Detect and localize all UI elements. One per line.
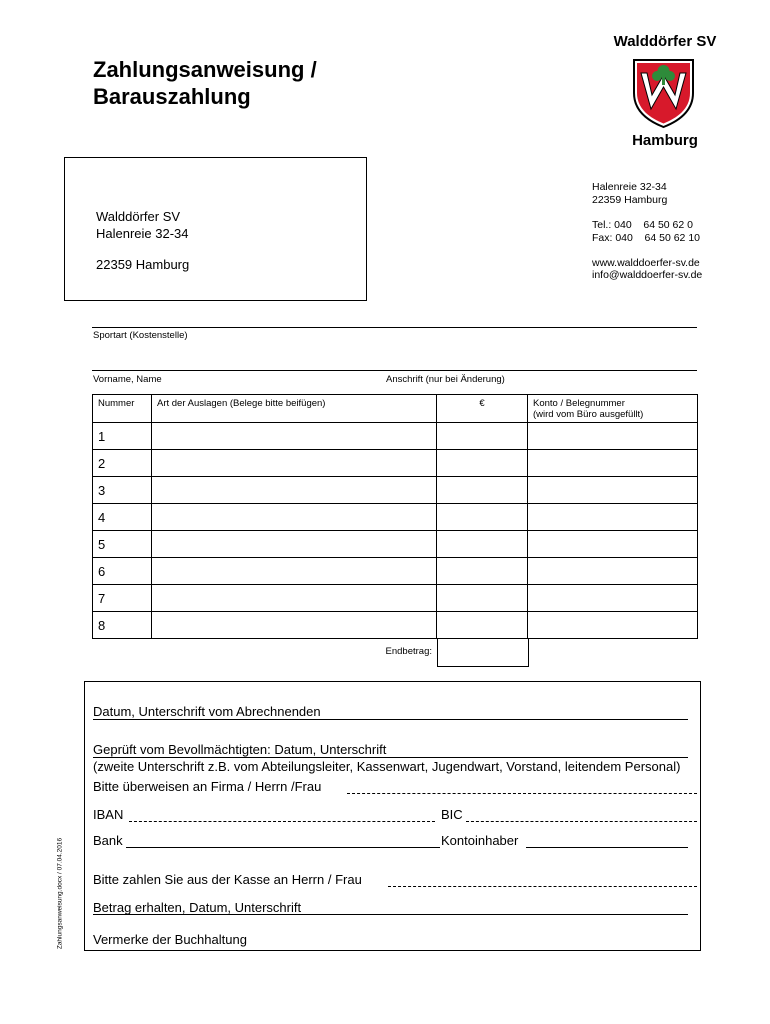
table-row — [93, 477, 698, 504]
euro-cell[interactable] — [437, 423, 528, 450]
bank-label: Bank — [93, 833, 123, 848]
euro-cell[interactable] — [437, 477, 528, 504]
konto-cell[interactable] — [528, 612, 698, 639]
row-number: 5 — [93, 531, 152, 558]
euro-cell[interactable] — [437, 558, 528, 585]
art-cell[interactable] — [152, 612, 437, 639]
col-konto-header — [528, 395, 698, 423]
vermerke-label: Vermerke der Buchhaltung — [93, 932, 247, 947]
page-title — [93, 56, 317, 110]
iban-label: IBAN — [93, 807, 124, 822]
konto-cell[interactable] — [528, 558, 698, 585]
konto-cell[interactable] — [528, 504, 698, 531]
ueberweisen-label: Bitte überweisen an Firma / Herrn /Frau — [93, 779, 322, 794]
euro-cell[interactable] — [437, 585, 528, 612]
contact-email: info@walddoerfer-sv.de — [592, 269, 703, 281]
sportart-line[interactable] — [92, 327, 697, 328]
col-konto-header-line1: Konto / Belegnummer — [533, 398, 625, 409]
table-row — [93, 504, 698, 531]
bic-label: BIC — [441, 807, 463, 822]
col-euro-header: € — [437, 395, 528, 423]
geprueft-note: (zweite Unterschrift z.B. vom Abteilungsleiter, Kassenwart, Jugendwart, Vorstand, leitendem Personal) — [93, 759, 681, 774]
row-number: 4 — [93, 504, 152, 531]
art-cell[interactable] — [152, 504, 437, 531]
konto-cell[interactable] — [528, 423, 698, 450]
art-cell[interactable] — [152, 450, 437, 477]
datum-abrechnenden-line[interactable] — [93, 719, 688, 720]
art-cell[interactable] — [152, 423, 437, 450]
title-line-1: Zahlungsanweisung / — [93, 57, 317, 82]
table-row — [93, 423, 698, 450]
row-number: 6 — [93, 558, 152, 585]
konto-cell[interactable] — [528, 450, 698, 477]
euro-cell[interactable] — [437, 531, 528, 558]
club-city: Hamburg — [632, 132, 698, 149]
contact-street: Halenreie 32-34 — [592, 181, 667, 193]
table-row — [93, 558, 698, 585]
footer-filename: Zahlungsanweisung.docx / 07.04.2016 — [56, 837, 64, 950]
name-line[interactable] — [92, 370, 697, 371]
name-label: Vorname, Name — [93, 374, 162, 385]
bank-field[interactable] — [126, 847, 440, 848]
address-line-2: Halenreie 32-34 — [96, 226, 189, 241]
kasse-field[interactable] — [388, 886, 697, 887]
betrag-erhalten-line[interactable] — [93, 914, 688, 915]
table-row — [93, 450, 698, 477]
club-name: Walddörfer SV — [613, 33, 717, 50]
ueberweisen-field[interactable] — [347, 793, 697, 794]
table-row — [93, 531, 698, 558]
title-line-2: Barauszahlung — [93, 84, 251, 109]
endbetrag-label: Endbetrag: — [385, 646, 432, 657]
col-art-header: Art der Auslagen (Belege bitte beifügen) — [152, 395, 437, 423]
kasse-label: Bitte zahlen Sie aus der Kasse an Herrn / Frau — [93, 872, 362, 887]
row-number: 3 — [93, 477, 152, 504]
betrag-erhalten-label: Betrag erhalten, Datum, Unterschrift — [93, 900, 302, 915]
row-number: 1 — [93, 423, 152, 450]
iban-field[interactable] — [129, 821, 435, 822]
konto-cell[interactable] — [528, 531, 698, 558]
contact-web: www.walddoerfer-sv.de — [592, 257, 700, 269]
table-header-row — [93, 395, 698, 423]
kontoinhaber-label: Kontoinhaber — [441, 833, 519, 848]
table-row — [93, 585, 698, 612]
address-line-3: 22359 Hamburg — [96, 257, 190, 272]
row-number: 7 — [93, 585, 152, 612]
euro-cell[interactable] — [437, 612, 528, 639]
signature-section — [84, 681, 701, 951]
art-cell[interactable] — [152, 558, 437, 585]
sportart-label: Sportart (Kostenstelle) — [93, 330, 188, 341]
konto-cell[interactable] — [528, 477, 698, 504]
anschrift-label: Anschrift (nur bei Änderung) — [386, 374, 505, 385]
contact-fax: Fax: 040 64 50 62 10 — [592, 232, 700, 244]
contact-tel: Tel.: 040 64 50 62 0 — [592, 219, 693, 231]
bic-field[interactable] — [466, 821, 697, 822]
table-row — [93, 612, 698, 639]
geprueft-label: Geprüft vom Bevollmächtigten: Datum, Unterschrift — [93, 742, 387, 757]
art-cell[interactable] — [152, 531, 437, 558]
row-number: 8 — [93, 612, 152, 639]
datum-abrechnenden-label: Datum, Unterschrift vom Abrechnenden — [93, 704, 321, 719]
endbetrag-field[interactable] — [437, 638, 529, 667]
address-line-1: Walddörfer SV — [96, 209, 181, 224]
row-number: 2 — [93, 450, 152, 477]
euro-cell[interactable] — [437, 450, 528, 477]
club-crest-logo — [631, 57, 696, 129]
art-cell[interactable] — [152, 585, 437, 612]
col-konto-header-line2: (wird vom Büro ausgefüllt) — [533, 409, 644, 420]
euro-cell[interactable] — [437, 504, 528, 531]
address-window — [64, 157, 367, 301]
geprueft-line[interactable] — [93, 757, 688, 758]
contact-city: 22359 Hamburg — [592, 194, 668, 206]
konto-cell[interactable] — [528, 585, 698, 612]
expenses-table — [92, 394, 698, 639]
col-number-header: Nummer — [93, 395, 152, 423]
kontoinhaber-field[interactable] — [526, 847, 688, 848]
art-cell[interactable] — [152, 477, 437, 504]
